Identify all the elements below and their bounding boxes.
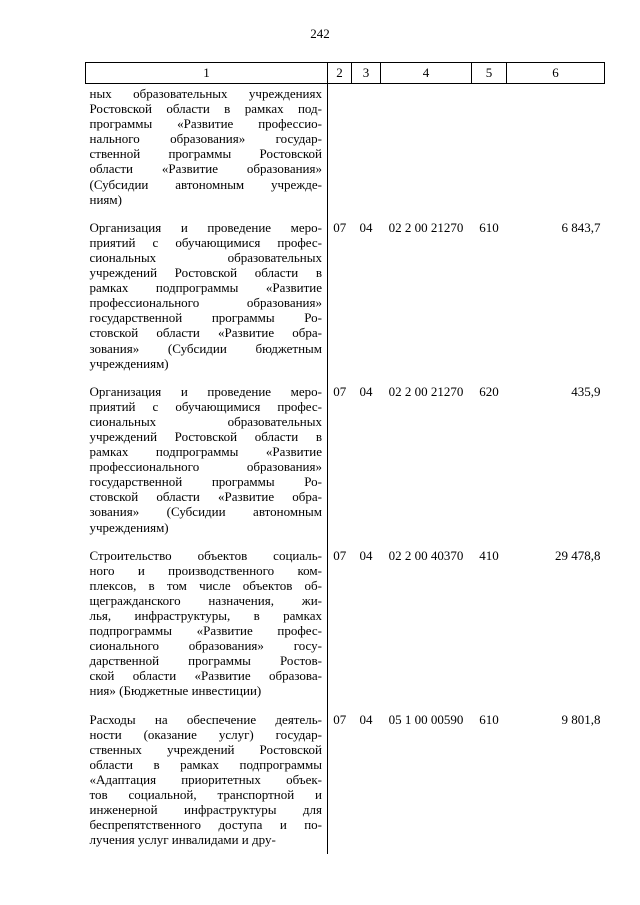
description-line: Ростовской области в рамках под-: [89, 101, 322, 117]
description-line: ности (оказание услуг) государ-: [89, 726, 322, 742]
expense-type-code: [472, 84, 507, 214]
description-line: подпрограммы «Развитие профес-: [89, 623, 322, 639]
target-item-code: 02 2 00 40370: [388, 547, 464, 563]
section-code: [328, 84, 352, 214]
description-line: зования» (Субсидии автономным: [89, 504, 322, 520]
description-line: учреждений Ростовской области в: [89, 428, 322, 444]
description-line: программы «Развитие профессио-: [89, 116, 322, 132]
subsection-code: [352, 84, 381, 214]
subsection-code: 04: [359, 547, 373, 563]
row-description: [86, 378, 328, 542]
description-line: ниям): [89, 191, 122, 207]
expense-type-code: 620: [479, 383, 499, 399]
table-row: [86, 378, 605, 542]
table-row: [86, 542, 605, 706]
description-line: сиональных образовательных: [89, 249, 322, 265]
target-item-code: 05 1 00 00590: [388, 711, 464, 727]
description-line: приятий с обучающимися профес-: [89, 398, 322, 414]
description-line: ственных учреждений Ростовской: [89, 741, 322, 757]
table-header-row: [86, 63, 605, 84]
description-line: лья, инфраструктуры, в рамках: [89, 608, 322, 623]
table-row: [86, 706, 605, 855]
description-line: рамках подпрограммы «Развитие: [89, 280, 322, 296]
section-code: 07: [333, 219, 347, 235]
page-number: 242: [310, 26, 330, 41]
description-line: учреждений Ростовской области в: [89, 265, 322, 281]
description-line: ственной программы Ростовской: [89, 146, 322, 162]
section-code: 07: [333, 711, 347, 727]
amount: [507, 84, 605, 214]
section-code: 07: [333, 547, 347, 563]
amount: 6 843,7: [561, 219, 601, 235]
column-header-5: 5: [472, 63, 507, 84]
description-line: щегражданского назначения, жи-: [89, 592, 322, 608]
description-line: стовской области «Развитие обра-: [89, 325, 322, 341]
amount: 9 801,8: [561, 711, 601, 727]
description-line: Организация и проведение меро-: [89, 219, 322, 235]
description-line: ния» (Бюджетные инвестиции): [89, 683, 262, 699]
description-line: профессионального образования»: [89, 459, 322, 475]
description-line: беспрепятственного доступа и по-: [89, 817, 322, 833]
description-line: Расходы на обеспечение деятель-: [89, 711, 322, 727]
description-line: учреждениям): [89, 519, 169, 535]
description-line: (Субсидии автономным учрежде-: [89, 176, 322, 192]
target-item-code: 02 2 00 21270: [388, 383, 464, 399]
subsection-code: 04: [359, 711, 373, 727]
description-line: ской области «Развитие образова-: [89, 668, 322, 684]
description-line: рамках подпрограммы «Развитие: [89, 444, 322, 460]
description-line: лучения услуг инвалидами и дру-: [89, 832, 276, 848]
column-header-1: 1: [86, 63, 328, 84]
subsection-code: 04: [359, 219, 373, 235]
column-header-2: 2: [328, 63, 352, 84]
description-line: профессионального образования»: [89, 295, 322, 311]
description-line: государственной программы Ро-: [89, 474, 322, 490]
description-line: инженерной инфраструктуры для: [89, 802, 322, 818]
description-line: дарственной программы Ростов-: [89, 653, 322, 669]
row-description: [86, 214, 328, 378]
description-line: тов социальной, транспортной и: [89, 787, 322, 803]
amount: 435,9: [571, 383, 601, 399]
description-line: зования» (Субсидии бюджетным: [89, 340, 322, 356]
description-line: ного и производственного ком-: [89, 562, 322, 578]
description-line: области в рамках подпрограммы: [89, 756, 322, 772]
expense-type-code: 610: [479, 219, 499, 235]
expense-type-code: 410: [479, 547, 499, 563]
column-header-6: 6: [507, 63, 605, 84]
table-row: [86, 84, 605, 214]
description-line: ных образовательных учреждениях: [89, 86, 322, 101]
description-line: нального образования» государ-: [89, 131, 322, 147]
description-line: стовской области «Развитие обра-: [89, 489, 322, 505]
description-line: учреждениям): [89, 355, 169, 371]
column-header-4: 4: [381, 63, 472, 84]
description-line: области «Развитие образования»: [89, 161, 322, 177]
section-code: 07: [333, 383, 347, 399]
row-description: [86, 542, 328, 706]
target-item-code: [381, 84, 472, 214]
expense-type-code: 610: [479, 711, 499, 727]
description-line: сиональных образовательных: [89, 413, 322, 429]
description-line: Строительство объектов социаль-: [89, 547, 322, 563]
subsection-code: 04: [359, 383, 373, 399]
target-item-code: 02 2 00 21270: [388, 219, 464, 235]
description-line: Организация и проведение меро-: [89, 383, 322, 399]
column-header-3: 3: [352, 63, 381, 84]
table-row: [86, 214, 605, 378]
amount: 29 478,8: [555, 547, 601, 563]
description-line: «Адаптация приоритетных объек-: [89, 771, 322, 787]
row-description: [86, 706, 328, 855]
budget-table: [85, 62, 605, 854]
description-line: плексов, в том числе объектов об-: [89, 577, 322, 593]
row-description: [86, 84, 328, 214]
description-line: государственной программы Ро-: [89, 310, 322, 326]
description-line: сионального образования» госу-: [89, 638, 322, 654]
description-line: приятий с обучающимися профес-: [89, 234, 322, 250]
